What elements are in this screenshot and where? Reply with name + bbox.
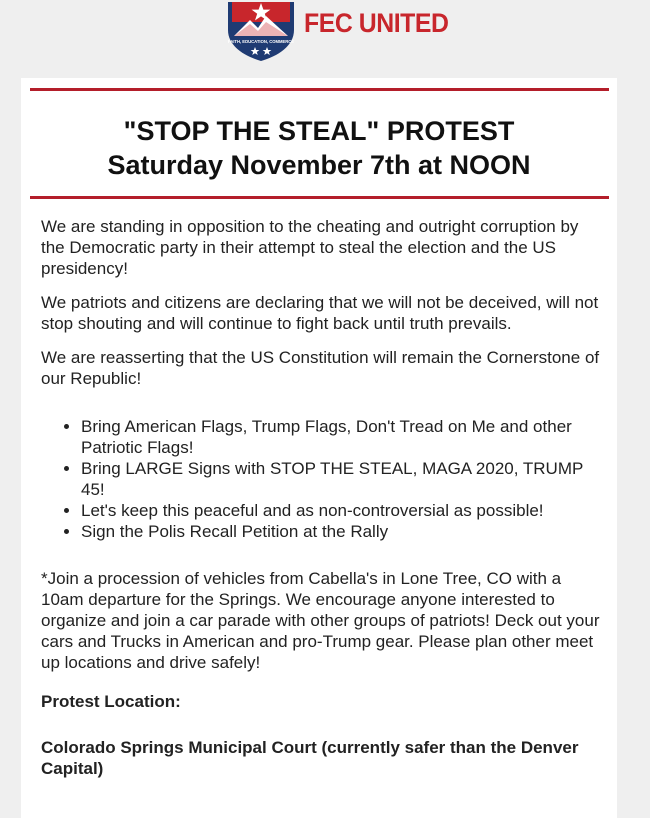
bottom-divider xyxy=(30,196,609,199)
paragraph-constitution: We are reasserting that the US Constitution will remain the Cornerstone of our Republic! xyxy=(41,348,600,388)
brand-name: FEC UNITED xyxy=(304,8,449,38)
flyer-card xyxy=(21,78,617,818)
title-line-1: "STOP THE STEAL" PROTEST xyxy=(123,116,515,146)
list-item: • Let's keep this peaceful and as non-controversial as possible! xyxy=(81,500,601,521)
instructions-list xyxy=(41,416,601,542)
header xyxy=(0,0,650,70)
location-label: Protest Location: xyxy=(41,692,181,711)
flyer-body xyxy=(41,216,601,792)
list-item: • Sign the Polis Recall Petition at the Rally xyxy=(81,521,601,542)
location-name: Colorado Springs Municipal Court (currently safer than the Denver Capital) xyxy=(41,738,579,778)
page-title xyxy=(21,114,617,182)
list-item: • Bring LARGE Signs with STOP THE STEAL, MAGA 2020, TRUMP 45! xyxy=(81,458,601,500)
paragraph-opposition: We are standing in opposition to the cheating and outright corruption by the Democratic party in their attempt to steal the election and the US presidency! xyxy=(41,217,579,278)
paragraph-declaration: We patriots and citizens are declaring that we will not be deceived, will not stop shouting and will continue to fight back until truth prevails. xyxy=(41,293,599,333)
title-line-2: Saturday November 7th at NOON xyxy=(107,150,531,180)
paragraph-procession: *Join a procession of vehicles from Cabella's in Lone Tree, CO with a 10am departure for the Springs. We encourage anyone interested to organize and join a car parade with other groups of patriots! Deck out your cars and Trucks in American and pro-Trump gear. Please plan other meet up locations and drive safely! xyxy=(41,569,600,672)
list-item: • Bring American Flags, Trump Flags, Don't Tread on Me and other Patriotic Flags! xyxy=(81,416,601,458)
logo-tagline: FAITH, EDUCATION, COMMERCE xyxy=(227,39,295,44)
fec-united-shield-logo xyxy=(226,0,296,62)
top-divider xyxy=(30,88,609,91)
